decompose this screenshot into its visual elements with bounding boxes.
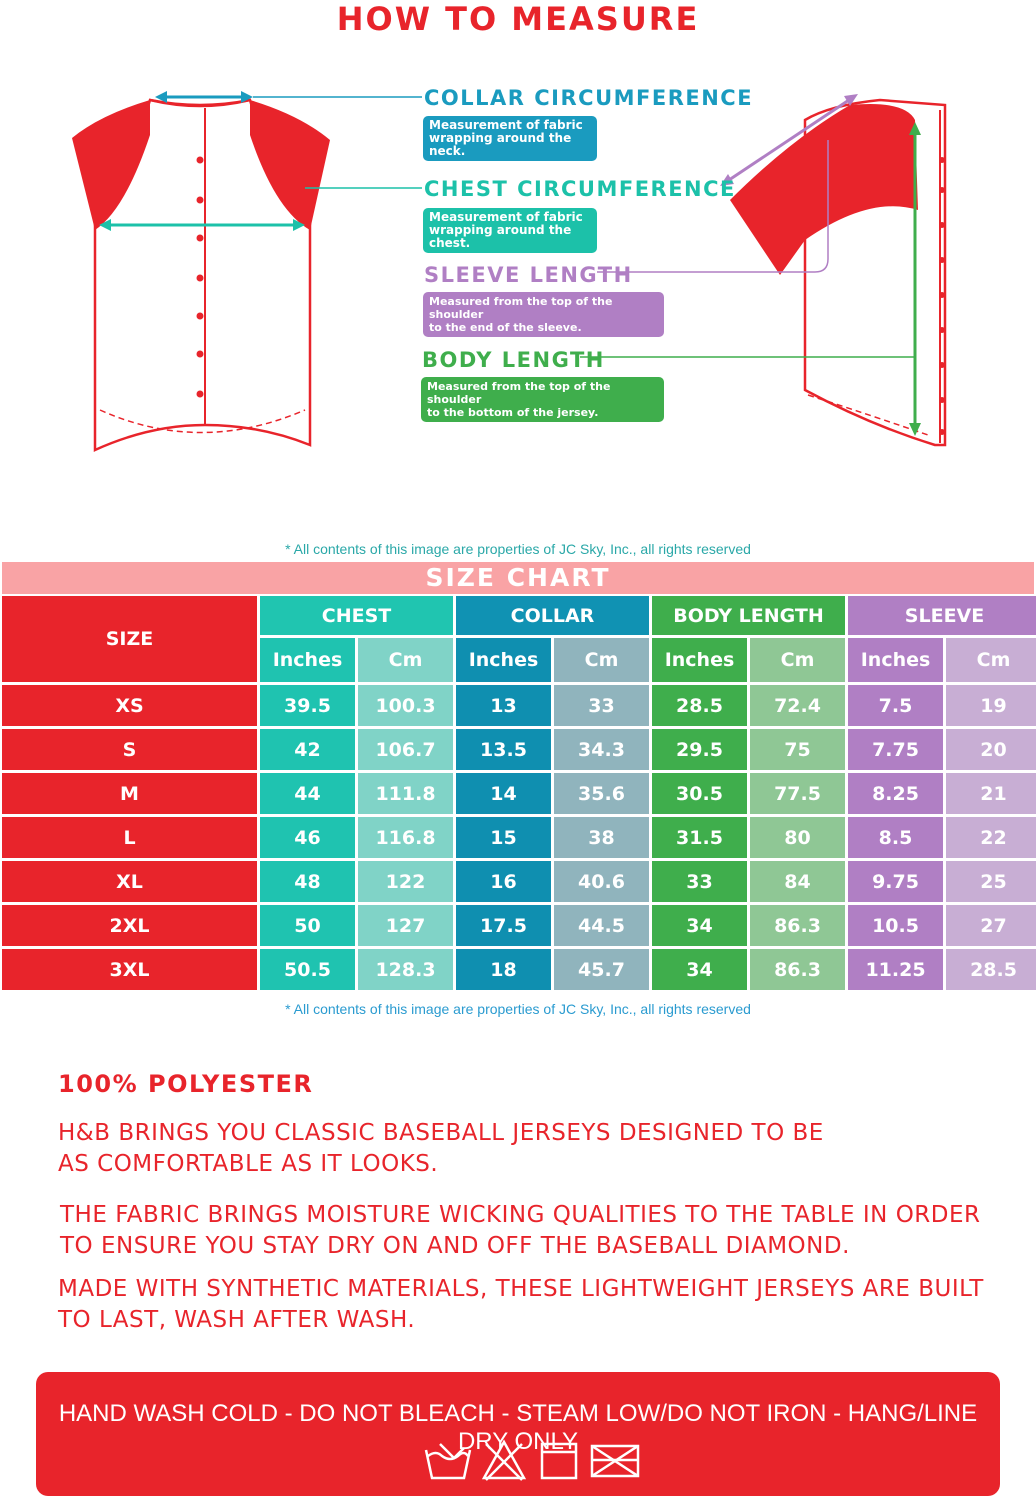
value-cell: 50.5 <box>260 949 355 990</box>
table-row <box>2 729 1036 770</box>
value-cell: 40.6 <box>554 861 649 902</box>
size-cell: S <box>2 729 257 770</box>
value-cell: 7.5 <box>848 685 943 726</box>
value-cell: 34 <box>652 905 747 946</box>
page-title: HOW TO MEASURE <box>336 0 700 38</box>
care-instructions-text: HAND WASH COLD - DO NOT BLEACH - STEAM LOW/DO NOT IRON - HANG/LINE DRY ONLY <box>58 1400 978 1455</box>
value-cell: 28.5 <box>946 949 1036 990</box>
paragraph-line: MADE WITH SYNTHETIC MATERIALS, THESE LIGHTWEIGHT JERSEYS ARE BUILT <box>58 1276 984 1302</box>
value-cell: 35.6 <box>554 773 649 814</box>
value-cell: 44.5 <box>554 905 649 946</box>
value-cell: 31.5 <box>652 817 747 858</box>
value-cell: 9.75 <box>848 861 943 902</box>
collar-desc-line1: Measurement of fabric <box>429 118 583 132</box>
value-cell: 42 <box>260 729 355 770</box>
do-not-bleach-icon <box>484 1442 524 1480</box>
value-cell: 21 <box>946 773 1036 814</box>
size-cell: XL <box>2 861 257 902</box>
paragraph-line: THE FABRIC BRINGS MOISTURE WICKING QUALITIES TO THE TABLE IN ORDER <box>60 1202 981 1228</box>
unit-header: Inches <box>652 638 747 682</box>
value-cell: 20 <box>946 729 1036 770</box>
value-cell: 14 <box>456 773 551 814</box>
chest-desc-line1: Measurement of fabric <box>429 210 583 224</box>
value-cell: 38 <box>554 817 649 858</box>
value-cell: 33 <box>652 861 747 902</box>
value-cell: 33 <box>554 685 649 726</box>
value-cell: 7.75 <box>848 729 943 770</box>
value-cell: 86.3 <box>750 949 845 990</box>
value-cell: 48 <box>260 861 355 902</box>
size-cell: XS <box>2 685 257 726</box>
material-paragraph-2 <box>60 1200 981 1262</box>
value-cell: 72.4 <box>750 685 845 726</box>
value-cell: 75 <box>750 729 845 770</box>
group-header-body-length: BODY LENGTH <box>652 596 845 635</box>
size-cell: M <box>2 773 257 814</box>
value-cell: 86.3 <box>750 905 845 946</box>
copyright-note-bottom: * All contents of this image are properties of JC Sky, Inc., all rights reserved <box>285 1001 751 1017</box>
chest-desc-line2: wrapping around the chest. <box>429 223 572 250</box>
collar-desc-line2: wrapping around the neck. <box>429 131 572 158</box>
value-cell: 13 <box>456 685 551 726</box>
value-cell: 22 <box>946 817 1036 858</box>
value-cell: 80 <box>750 817 845 858</box>
unit-header: Cm <box>358 638 453 682</box>
size-cell: 2XL <box>2 905 257 946</box>
value-cell: 44 <box>260 773 355 814</box>
paragraph-line: TO ENSURE YOU STAY DRY ON AND OFF THE BASEBALL DIAMOND. <box>60 1233 850 1259</box>
do-not-iron-icon <box>592 1446 638 1476</box>
value-cell: 122 <box>358 861 453 902</box>
value-cell: 16 <box>456 861 551 902</box>
value-cell: 19 <box>946 685 1036 726</box>
collar-desc <box>423 116 597 161</box>
value-cell: 50 <box>260 905 355 946</box>
paragraph-line: AS COMFORTABLE AS IT LOOKS. <box>58 1151 439 1177</box>
group-header-collar: COLLAR <box>456 596 649 635</box>
unit-header: Cm <box>946 638 1036 682</box>
table-row <box>2 817 1036 858</box>
value-cell: 29.5 <box>652 729 747 770</box>
value-cell: 84 <box>750 861 845 902</box>
material-paragraph-1 <box>58 1118 824 1180</box>
value-cell: 8.25 <box>848 773 943 814</box>
value-cell: 77.5 <box>750 773 845 814</box>
value-cell: 8.5 <box>848 817 943 858</box>
value-cell: 30.5 <box>652 773 747 814</box>
body-desc-line2: to the bottom of the jersey. <box>427 406 599 419</box>
collar-label: COLLAR CIRCUMFERENCE <box>424 86 754 110</box>
body-label: BODY LENGTH <box>422 348 605 372</box>
unit-header: Inches <box>260 638 355 682</box>
value-cell: 34.3 <box>554 729 649 770</box>
body-desc-line1: Measured from the top of the shoulder <box>427 380 611 406</box>
value-cell: 34 <box>652 949 747 990</box>
unit-header: Cm <box>750 638 845 682</box>
body-desc <box>421 377 664 422</box>
chest-desc <box>423 208 597 253</box>
unit-header: Inches <box>848 638 943 682</box>
value-cell: 106.7 <box>358 729 453 770</box>
paragraph-line: H&B BRINGS YOU CLASSIC BASEBALL JERSEYS DESIGNED TO BE <box>58 1120 824 1146</box>
table-row <box>2 773 1036 814</box>
value-cell: 11.25 <box>848 949 943 990</box>
value-cell: 27 <box>946 905 1036 946</box>
care-icons <box>420 1438 645 1482</box>
table-row <box>2 685 1036 726</box>
value-cell: 46 <box>260 817 355 858</box>
value-cell: 10.5 <box>848 905 943 946</box>
unit-header: Cm <box>554 638 649 682</box>
paragraph-line: TO LAST, WASH AFTER WASH. <box>58 1307 416 1333</box>
copyright-note-top: * All contents of this image are properties of JC Sky, Inc., all rights reserved <box>285 541 751 557</box>
material-heading: 100% POLYESTER <box>58 1070 314 1098</box>
table-row <box>2 949 1036 990</box>
front-jersey-illustration <box>72 100 330 450</box>
size-chart-table <box>0 593 1036 993</box>
value-cell: 45.7 <box>554 949 649 990</box>
sleeve-desc <box>423 292 664 337</box>
value-cell: 25 <box>946 861 1036 902</box>
value-cell: 18 <box>456 949 551 990</box>
value-cell: 116.8 <box>358 817 453 858</box>
sleeve-label: SLEEVE LENGTH <box>424 263 633 287</box>
value-cell: 28.5 <box>652 685 747 726</box>
group-header-sleeve: SLEEVE <box>848 596 1036 635</box>
sleeve-desc-line1: Measured from the top of the shoulder <box>429 295 613 321</box>
size-chart-title: SIZE CHART <box>2 562 1034 594</box>
value-cell: 111.8 <box>358 773 453 814</box>
size-cell: L <box>2 817 257 858</box>
size-header: SIZE <box>2 596 257 682</box>
table-row <box>2 861 1036 902</box>
group-header-chest: CHEST <box>260 596 453 635</box>
value-cell: 15 <box>456 817 551 858</box>
value-cell: 127 <box>358 905 453 946</box>
value-cell: 39.5 <box>260 685 355 726</box>
value-cell: 128.3 <box>358 949 453 990</box>
line-dry-icon <box>542 1444 576 1478</box>
value-cell: 13.5 <box>456 729 551 770</box>
unit-header: Inches <box>456 638 551 682</box>
table-row <box>2 905 1036 946</box>
value-cell: 100.3 <box>358 685 453 726</box>
size-cell: 3XL <box>2 949 257 990</box>
material-paragraph-3 <box>58 1274 984 1336</box>
chest-label: CHEST CIRCUMFERENCE <box>424 177 736 201</box>
value-cell: 17.5 <box>456 905 551 946</box>
sleeve-desc-line2: to the end of the sleeve. <box>429 321 582 334</box>
hand-wash-icon <box>426 1444 470 1478</box>
